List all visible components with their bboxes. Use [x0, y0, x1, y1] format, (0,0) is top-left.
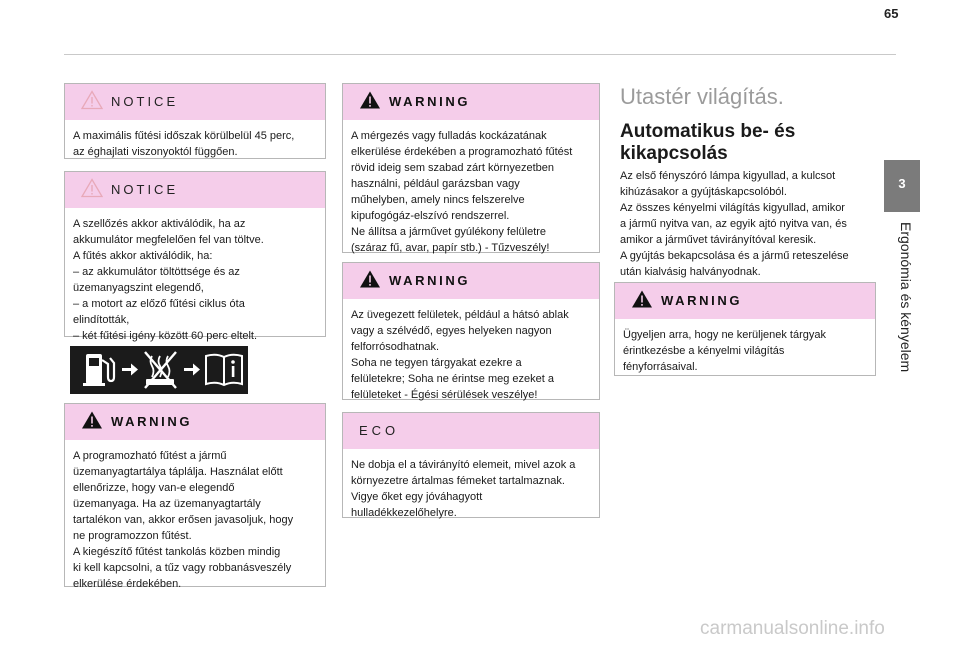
subtitle-line: kikapcsolás	[620, 143, 728, 164]
heater-crossed-icon	[145, 352, 176, 388]
warning-text	[65, 440, 325, 600]
text-line: felületeket - Égési sérülések veszélye!	[351, 389, 538, 401]
text-line: után kialvásig halványodnak.	[620, 266, 761, 278]
text-line: A kiegészítő fűtést tankolás közben mindig	[73, 546, 281, 558]
text-line: A mérgezés vagy fulladás kockázatának	[351, 130, 547, 142]
text-line: Ügyeljen arra, hogy ne kerüljenek tárgyak	[623, 329, 827, 341]
notice-text	[65, 208, 325, 352]
text-line: Soha ne tegyen tárgyakat ezekre a	[351, 357, 522, 369]
warning-header	[615, 283, 875, 319]
text-line: elindították,	[73, 314, 130, 326]
text-line: Ne állítsa a járművet gyúlékony felületre	[351, 226, 547, 238]
warning-header	[65, 404, 325, 440]
text-line: kihúzásakor a gyújtáskapcsolóból.	[620, 186, 787, 198]
text-line: A szellőzés akkor aktiválódik, ha az	[73, 218, 246, 230]
text-line: – a motort az előző fűtési ciklus óta	[73, 298, 245, 310]
eco-box-batteries	[342, 412, 600, 518]
arrow-right-icon	[184, 364, 200, 376]
warning-triangle-icon	[81, 410, 103, 430]
eco-text	[343, 449, 599, 529]
notice-header	[65, 172, 325, 208]
text-line: – két fűtési igény között 60 perc eltelt.	[73, 330, 258, 342]
text-line: A maximális fűtési időszak körülbelül 45 perc,	[73, 130, 295, 142]
text-line: az éghajlati viszonyoktól függően.	[73, 146, 238, 158]
text-line: Az üvegezett felületek, például a hátsó ablak	[351, 309, 569, 321]
text-line: (száraz fű, avar, papír stb.) - Tűzveszély!	[351, 242, 550, 254]
notice-text	[65, 120, 325, 168]
text-line: üzemanyaga. Ha az üzemanyagtartály	[73, 498, 261, 510]
text-line: A fűtés akkor aktiválódik, ha:	[73, 250, 213, 262]
notice-box-ventilation	[64, 171, 326, 342]
pictogram-fuel-heating-manual	[70, 346, 248, 394]
warning-box-glazed-surfaces	[342, 262, 600, 400]
text-line: tartalékon van, akkor erősen javasoljuk, hogy	[73, 514, 294, 526]
text-line: érintkezésbe a kényelmi világítás	[623, 345, 785, 357]
notice-triangle-icon	[81, 178, 103, 198]
notice-box-heating-duration	[64, 83, 326, 159]
text-line: vagy a szélvédő, egyes helyeken nagyon	[351, 325, 552, 337]
text-line: fényforrásaival.	[623, 361, 698, 373]
warning-header	[343, 84, 599, 120]
warning-box-poisoning	[342, 83, 600, 253]
warning-text	[343, 120, 599, 264]
text-line: kipufogógáz-elszívó rendszerrel.	[351, 210, 510, 222]
courtesy-lighting-text	[620, 168, 849, 280]
fuel-pump-icon	[83, 354, 114, 386]
notice-triangle-icon	[81, 90, 103, 110]
manual-book-icon	[206, 355, 242, 385]
text-line: Vigye őket egy jóváhagyott	[351, 491, 483, 503]
text-line: felületekre; Soha ne érintse meg ezeket a	[351, 373, 555, 385]
warning-box-light-sources	[614, 282, 876, 376]
top-divider	[64, 54, 896, 55]
text-line: A gyújtás bekapcsolása és a jármű reteszelése	[620, 250, 849, 262]
text-line: a jármű nyitva van, az egyik ajtó nyitva van, és	[620, 218, 847, 230]
warning-title: WARNING	[661, 293, 743, 308]
text-line: ki kell kapcsolni, a tűz vagy robbanásveszély	[73, 562, 292, 574]
text-line: – az akkumulátor töltöttsége és az	[73, 266, 240, 278]
subtitle-line: Automatikus be- és	[620, 121, 796, 142]
text-line: ellenőrizze, hogy van-e elegendő	[73, 482, 235, 494]
warning-triangle-icon	[631, 289, 653, 309]
text-line: A programozható fűtést a jármű	[73, 450, 227, 462]
warning-title: WARNING	[389, 273, 471, 288]
warning-triangle-icon	[359, 90, 381, 110]
text-line: használni, például garázsban vagy	[351, 178, 520, 190]
page-number: 65	[884, 6, 899, 21]
text-line: amikor a járművet távirányítóval keresik.	[620, 234, 817, 246]
warning-header	[343, 263, 599, 299]
chapter-tab[interactable]	[884, 160, 920, 212]
watermark: carmanualsonline.info	[700, 618, 885, 639]
text-line: üzemanyagtartálya táplálja. Használat előtt	[73, 466, 283, 478]
warning-title: WARNING	[389, 94, 471, 109]
section-title: Utastér világítás.	[620, 84, 784, 109]
warning-text	[615, 319, 875, 383]
text-line: hulladékkezelőhelyre.	[351, 507, 457, 519]
text-line: Az összes kényelmi világítás kigyullad, amikor	[620, 202, 845, 214]
text-line: elkerülése érdekében a programozható fűtést	[351, 146, 573, 158]
text-line: környezetre ártalmas fémeket tartalmaznak.	[351, 475, 565, 487]
text-line: Ne dobja el a távirányító elemeit, mivel azok a	[351, 459, 576, 471]
text-line: üzemanyagszint elegendő,	[73, 282, 204, 294]
subsection-title	[620, 121, 795, 165]
eco-header	[343, 413, 599, 449]
warning-triangle-icon	[359, 269, 381, 289]
text-line: Az első fényszóró lámpa kigyullad, a kulcsot	[620, 170, 836, 182]
warning-box-fuel-tank	[64, 403, 326, 590]
text-line: akkumulátor megfelelően fel van töltve.	[73, 234, 264, 246]
text-line: rövid ideig sem szabad zárt környezetben	[351, 162, 554, 174]
chapter-label: Ergonómia és kényelem	[898, 222, 914, 373]
text-line: ne programozzon fűtést.	[73, 530, 192, 542]
arrow-right-icon	[122, 364, 138, 376]
chapter-tab-number: 3	[898, 176, 906, 191]
notice-title: NOTICE	[111, 94, 179, 109]
text-line: műhelyben, amely nincs felszerelve	[351, 194, 525, 206]
text-line: elkerülése érdekében.	[73, 578, 182, 590]
notice-header	[65, 84, 325, 120]
warning-title: WARNING	[111, 414, 193, 429]
notice-title: NOTICE	[111, 182, 179, 197]
eco-title: ECO	[359, 423, 400, 438]
text-line: felforrósodhatnak.	[351, 341, 440, 353]
warning-text	[343, 299, 599, 411]
